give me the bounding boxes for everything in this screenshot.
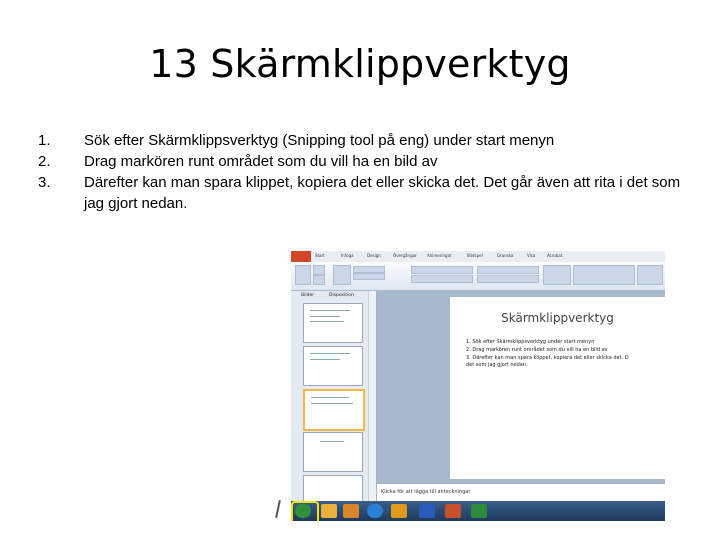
slide-title: 13 Skärmklippverktyg — [149, 42, 571, 86]
thumb-line — [320, 441, 344, 442]
word-icon — [419, 504, 435, 518]
inner-slide-line: 1. Sök efter Skärmklippsverktyg under start menyn — [466, 339, 595, 345]
inner-slide-line: 2. Drag markören runt området som du vill ha en bild av — [466, 347, 608, 353]
thumb-line — [311, 397, 349, 398]
list-item — [38, 172, 688, 214]
paragraph-icons — [477, 266, 539, 274]
inner-slide-title: Skärmklippverktyg — [501, 311, 614, 325]
thumb-line — [310, 359, 340, 360]
powerpoint-icon — [445, 504, 461, 518]
bullet-list — [38, 130, 688, 214]
thumb-line — [311, 403, 353, 404]
shapes-icon — [543, 265, 571, 285]
panel-scrollbar — [368, 291, 376, 501]
new-slide-icon — [333, 265, 351, 285]
slide-thumbnail-selected — [303, 389, 365, 431]
ribbon-tab: Granska — [497, 253, 514, 258]
ribbon — [291, 262, 665, 291]
list-text: Sök efter Skärmklippsverktyg (Snipping tool på eng) under start menyn — [84, 132, 555, 149]
thumb-line — [310, 353, 350, 354]
slide-thumbnail — [303, 303, 363, 343]
list-item — [38, 151, 688, 172]
list-number: 2. — [38, 153, 51, 170]
highlight-ring — [291, 501, 319, 521]
excel-icon — [471, 504, 487, 518]
list-text: Därefter kan man spara klippet, kopiera det eller skicka det. Det går även att rita i det som jag gjort nedan. — [84, 174, 681, 212]
inner-slide — [450, 297, 665, 479]
ribbon-tab: Start — [315, 253, 325, 258]
slide-thumbnail — [303, 432, 363, 472]
thumb-line — [310, 310, 350, 311]
ribbon-tab: Acrobat — [547, 253, 563, 258]
align-icons — [477, 275, 539, 283]
slide-canvas — [377, 291, 665, 483]
list-number: 1. — [38, 132, 51, 149]
inner-slide-line: 3. Därefter kan man spara klippet, kopiera det eller skicka det. D — [466, 355, 629, 361]
ie-icon — [367, 504, 383, 518]
paste-icon — [295, 265, 311, 285]
ribbon-tab: Visa — [527, 253, 536, 258]
media-icon — [343, 504, 359, 518]
inner-slide-line: det som jag gjort nedan. — [466, 362, 528, 368]
slides-panel — [291, 291, 377, 501]
tab-slides: Bilder — [301, 293, 315, 298]
drawn-mark — [275, 500, 281, 518]
copy-icon — [313, 275, 325, 285]
folder-icon — [321, 504, 337, 518]
reset-icon — [353, 273, 385, 280]
thumb-line — [310, 321, 344, 322]
outlook-icon — [391, 504, 407, 518]
taskbar — [291, 501, 665, 521]
file-tab — [291, 251, 311, 262]
powerpoint-screenshot — [291, 251, 665, 521]
quick-styles-icon — [573, 265, 635, 285]
list-number: 3. — [38, 174, 51, 191]
ribbon-tab: Design — [367, 253, 381, 258]
layout-icon — [353, 266, 385, 273]
slide-thumbnail — [303, 346, 363, 386]
start-icon — [295, 504, 311, 518]
notes-pane — [377, 483, 665, 502]
ribbon-tab: Bildspel — [467, 253, 483, 258]
thumb-line — [310, 316, 340, 317]
ribbon-tab: Övergångar — [393, 253, 417, 258]
ribbon-tab: Animeringar — [427, 253, 452, 258]
font-box — [411, 266, 473, 274]
list-text: Drag markören runt området som du vill ha en bild av — [84, 153, 438, 170]
cut-icon — [313, 265, 325, 275]
ribbon-tab: Infoga — [341, 253, 354, 258]
notes-placeholder: Klicka för att lägga till anteckningar — [381, 489, 471, 495]
tab-outline: Disposition — [329, 293, 354, 298]
font-format-icons — [411, 275, 473, 283]
editing-icon — [637, 265, 663, 285]
list-item — [38, 130, 688, 151]
